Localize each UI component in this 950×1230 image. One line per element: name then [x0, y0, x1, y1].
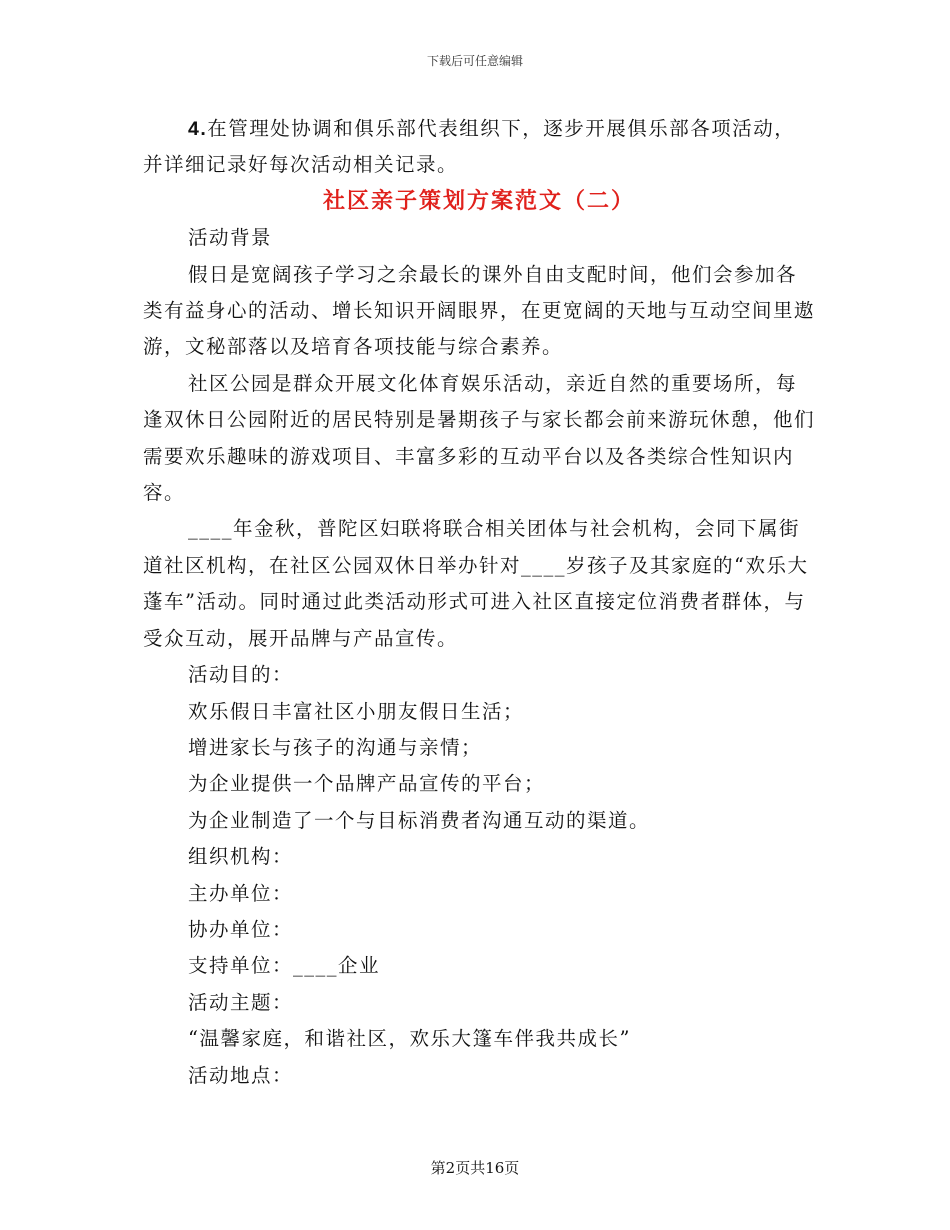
- paragraph-theme-heading: 活动主题：: [188, 990, 294, 1014]
- paragraph-purpose-2: 增进家长与孩子的沟通与亲情；: [188, 735, 483, 759]
- intro-line-1: 在管理处协调和俱乐部代表组织下，逐步开展俱乐部各项活动，: [207, 117, 796, 140]
- intro-paragraph: [143, 111, 815, 147]
- paragraph-org-heading: 组织机构：: [188, 845, 294, 869]
- paragraph-park: 社区公园是群众开展文化体育娱乐活动，亲近自然的重要场所，每逢双休日公园附近的居民特别是暑期孩子与家长都会前来游玩休憩，他们需要欢乐趣味的游戏项目、丰富多彩的互动平台以及各类综合性知识内容。: [143, 371, 816, 505]
- document-body: [143, 111, 815, 1094]
- intro-paragraph-continued: 并详细记录好每次活动相关记录。: [143, 153, 459, 177]
- page-header: 下载后可任意编辑: [426, 54, 523, 68]
- paragraph-co-host: 协办单位：: [188, 917, 294, 941]
- section-title: 社区亲子策划方案范文（二）: [322, 188, 635, 214]
- paragraph-purpose-heading: 活动目的：: [188, 663, 294, 687]
- paragraph-theme: “温馨家庭，和谐社区，欢乐大篷车伴我共成长”: [188, 1027, 631, 1051]
- list-number: 4.: [188, 118, 208, 140]
- paragraph-background-heading: 活动背景: [188, 226, 273, 250]
- paragraph-event: ____年金秋，普陀区妇联将联合相关团体与社会机构，会同下属街道社区机构，在社区公园双休日举办针对____岁孩子及其家庭的“欢乐大蓬车”活动。同时通过此类活动形式可进入社区直接定位消费者群体，与受众互动，展开品牌与产品宣传。: [143, 517, 809, 650]
- paragraph-purpose-3: 为企业提供一个品牌产品宣传的平台；: [188, 772, 546, 796]
- paragraph-location-heading: 活动地点：: [188, 1063, 294, 1087]
- paragraph-supporter: 支持单位：____企业: [188, 954, 381, 978]
- page-footer: 第2页共16页: [430, 1159, 520, 1177]
- paragraph-holiday: 假日是宽阔孩子学习之余最长的课外自由支配时间，他们会参加各类有益身心的活动、增长知识开阔眼界，在更宽阔的天地与互动空间里遨游，文秘部落以及培育各项技能与综合素养。: [143, 262, 816, 359]
- paragraph-purpose-1: 欢乐假日丰富社区小朋友假日生活；: [188, 699, 525, 723]
- paragraph-purpose-4: 为企业制造了一个与目标消费者沟通互动的渠道。: [188, 808, 651, 832]
- paragraph-host: 主办单位：: [188, 881, 294, 905]
